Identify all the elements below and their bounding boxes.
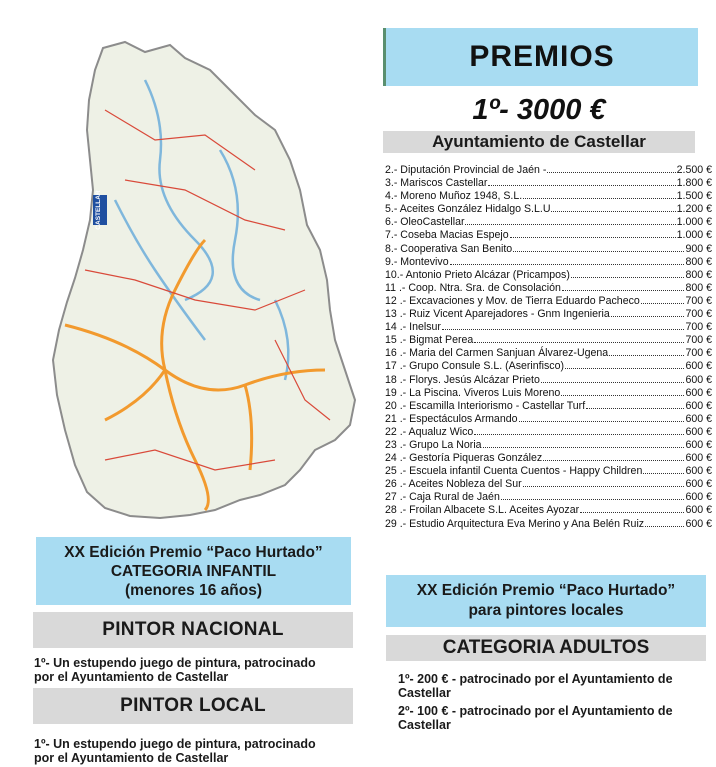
prize-amount: 1.000 € <box>676 229 712 242</box>
first-prize: 1º- 3000 € <box>472 94 606 126</box>
prize-amount: 600 € <box>685 386 712 399</box>
dot-leader <box>523 189 675 199</box>
prize-row <box>385 228 712 241</box>
prize-amount: 600 € <box>685 452 712 465</box>
pintores-locales-box <box>386 575 706 627</box>
prize-row <box>385 255 712 268</box>
prize-amount: 1.800 € <box>676 177 712 190</box>
prize-sponsor-name: 22 .- Aqualuz Wico <box>385 425 474 438</box>
prize-sponsor-name: 5.- Aceites González Hidalgo S.L.U <box>385 203 551 216</box>
prize-row <box>385 215 712 228</box>
adultos-prize-1-line2: Castellar <box>398 686 451 700</box>
prize-row <box>385 503 712 516</box>
prize-amount: 900 € <box>685 242 712 255</box>
prize-row <box>385 490 712 503</box>
prize-amount: 800 € <box>685 281 712 294</box>
prize-list <box>385 163 712 530</box>
dot-leader <box>513 242 684 252</box>
prize-row <box>385 163 712 176</box>
dot-leader <box>474 333 684 343</box>
dot-leader <box>643 464 684 474</box>
prize-amount: 1.200 € <box>676 203 712 216</box>
province-map <box>45 40 375 520</box>
dot-leader <box>488 176 675 186</box>
prize-row <box>385 176 712 189</box>
prize-row <box>385 294 712 307</box>
prize-amount: 600 € <box>685 465 712 478</box>
prize-row <box>385 373 712 386</box>
pintor-nacional-header: PINTOR NACIONAL <box>33 612 353 648</box>
prize-row <box>385 412 712 425</box>
pintor-local-prize-line1: 1º- Un estupendo juego de pintura, patrocinado <box>34 737 316 751</box>
prize-row <box>385 281 712 294</box>
prize-row <box>385 189 712 202</box>
prize-amount: 600 € <box>685 517 712 530</box>
prize-sponsor-name: 3.- Mariscos Castellar <box>385 177 488 190</box>
pintor-nacional-prize-line2: por el Ayuntamiento de Castellar <box>34 670 229 684</box>
prize-sponsor-name: 20 .- Escamilla Interiorismo - Castellar Turf <box>385 399 586 412</box>
prize-sponsor-name: 4.- Moreno Muñoz 1948, S.L. <box>385 190 523 203</box>
prize-sponsor-name: 13 .- Ruiz Vicent Aparejadores - Gnm Ingenieria <box>385 308 610 321</box>
pintor-local-prize-line2: por el Ayuntamiento de Castellar <box>34 751 229 765</box>
prize-sponsor-name: 11 .- Coop. Ntra. Sra. de Consolación <box>385 281 561 294</box>
dot-leader <box>523 477 685 487</box>
prize-sponsor-name: 21 .- Espectáculos Armando <box>385 412 518 425</box>
prize-amount: 600 € <box>685 412 712 425</box>
prize-amount: 800 € <box>685 255 712 268</box>
dot-leader <box>565 359 684 369</box>
categoria-adultos-header: CATEGORIA ADULTOS <box>386 635 706 661</box>
dot-leader <box>450 255 685 265</box>
prize-sponsor-name: 19 .- La Piscina. Viveros Luis Moreno <box>385 386 561 399</box>
prize-sponsor-name: 29 .- Estudio Arquitectura Eva Merino y Ana Belén Ruiz <box>385 517 645 530</box>
prize-amount: 700 € <box>685 294 712 307</box>
adultos-prize-2 <box>398 704 698 732</box>
categoria-infantil-box <box>36 537 351 605</box>
castellar-label: CASTELLAR <box>95 190 102 230</box>
prize-amount: 600 € <box>685 438 712 451</box>
prize-row <box>385 242 712 255</box>
prize-row <box>385 268 712 281</box>
prize-amount: 800 € <box>685 268 712 281</box>
prize-row <box>385 464 712 477</box>
dot-leader <box>519 412 685 422</box>
prize-sponsor-name: 14 .- Inelsur <box>385 321 441 334</box>
prize-sponsor-name: 18 .- Florys. Jesús Alcázar Prieto <box>385 373 540 386</box>
premios-title: PREMIOS <box>469 40 615 73</box>
prize-amount: 1.000 € <box>676 216 712 229</box>
first-prize-sponsor: Ayuntamiento de Castellar <box>383 131 695 153</box>
prize-sponsor-name: 2.- Diputación Provincial de Jaén - <box>385 164 547 176</box>
dot-leader <box>645 517 684 527</box>
adultos-prize-1-line1: 1º- 200 € - patrocinado por el Ayuntamiento de <box>398 672 673 686</box>
province-shape <box>53 42 355 518</box>
prize-row <box>385 438 712 451</box>
prize-sponsor-name: 23 .- Grupo La Noria <box>385 438 482 451</box>
dot-leader <box>541 373 685 383</box>
pintores-edition: XX Edición Premio “Paco Hurtado” <box>416 582 676 599</box>
dot-leader <box>474 425 684 435</box>
prize-amount: 2.500 € <box>676 164 712 176</box>
prize-row <box>385 386 712 399</box>
prize-row <box>385 346 712 359</box>
prize-row <box>385 333 712 346</box>
adultos-prize-2-line2: Castellar <box>398 718 451 732</box>
prize-sponsor-name: 7.- Coseba Macias Espejo <box>385 229 509 242</box>
prize-row <box>385 451 712 464</box>
dot-leader <box>586 399 684 409</box>
infantil-edition: XX Edición Premio “Paco Hurtado” <box>64 543 323 561</box>
prize-sponsor-name: 12 .- Excavaciones y Mov. de Tierra Eduardo Pacheco <box>385 294 640 307</box>
dot-leader <box>442 320 685 330</box>
pintor-nacional-prize <box>34 656 364 684</box>
infantil-age: (menores 16 años) <box>125 581 262 599</box>
pintor-local-header: PINTOR LOCAL <box>33 688 353 724</box>
adultos-prize-2-line1: 2º- 100 € - patrocinado por el Ayuntamiento de <box>398 704 673 718</box>
prize-amount: 700 € <box>685 347 712 360</box>
prize-sponsor-name: 6.- OleoCastellar <box>385 216 465 229</box>
dot-leader <box>641 294 685 304</box>
prize-sponsor-name: 25 .- Escuela infantil Cuenta Cuentos - Happy Children <box>385 465 643 478</box>
prize-sponsor-name: 24 .- Gestoría Piqueras González <box>385 452 543 465</box>
pintor-local-prize <box>34 737 364 765</box>
prize-row <box>385 307 712 320</box>
prize-sponsor-name: 27 .- Caja Rural de Jaén <box>385 491 500 504</box>
prize-row <box>385 477 712 490</box>
prize-sponsor-name: 17 .- Grupo Consule S.L. (Aserinfisco) <box>385 360 564 373</box>
prize-amount: 600 € <box>685 360 712 373</box>
dot-leader <box>483 438 685 448</box>
prize-amount: 600 € <box>685 504 712 517</box>
dot-leader <box>571 268 685 278</box>
adultos-prize-1 <box>398 672 698 700</box>
prize-row <box>385 320 712 333</box>
dot-leader <box>501 490 685 500</box>
prize-amount: 600 € <box>685 491 712 504</box>
prize-row <box>385 202 712 215</box>
prize-sponsor-name: 26 .- Aceites Nobleza del Sur <box>385 478 522 491</box>
prize-amount: 600 € <box>685 478 712 491</box>
prize-sponsor-name: 9.- Montevivo <box>385 255 449 268</box>
dot-leader <box>543 451 684 461</box>
prize-sponsor-name: 16 .- Maria del Carmen Sanjuan Álvarez-Ugena <box>385 347 609 360</box>
prize-amount: 700 € <box>685 308 712 321</box>
dot-leader <box>561 386 684 396</box>
dot-leader <box>611 307 685 317</box>
dot-leader <box>580 503 684 513</box>
prize-amount: 600 € <box>685 373 712 386</box>
infantil-category: CATEGORIA INFANTIL <box>110 562 277 580</box>
prize-amount: 1.500 € <box>676 190 712 203</box>
pintores-subtitle: para pintores locales <box>468 602 624 619</box>
prize-amount: 600 € <box>685 425 712 438</box>
dot-leader <box>551 202 675 212</box>
prize-row <box>385 399 712 412</box>
prize-amount: 700 € <box>685 321 712 334</box>
dot-leader <box>510 228 676 238</box>
prize-sponsor-name: 8.- Cooperativa San Benito <box>385 242 513 255</box>
dot-leader <box>562 281 685 291</box>
prize-sponsor-name: 10.- Antonio Prieto Alcázar (Pricampos) <box>385 268 570 281</box>
dot-leader <box>547 163 675 173</box>
prize-row <box>385 425 712 438</box>
prize-sponsor-name: 28 .- Froilan Albacete S.L. Aceites Ayozar <box>385 504 580 517</box>
prize-amount: 700 € <box>685 334 712 347</box>
dot-leader <box>465 215 675 225</box>
prize-row <box>385 359 712 372</box>
prize-row <box>385 517 712 530</box>
pintor-nacional-prize-line1: 1º- Un estupendo juego de pintura, patrocinado <box>34 656 316 670</box>
prize-sponsor-name: 15 .- Bigmat Perea <box>385 334 474 347</box>
dot-leader <box>609 346 684 356</box>
premios-title-box <box>383 28 698 86</box>
prize-amount: 600 € <box>685 399 712 412</box>
